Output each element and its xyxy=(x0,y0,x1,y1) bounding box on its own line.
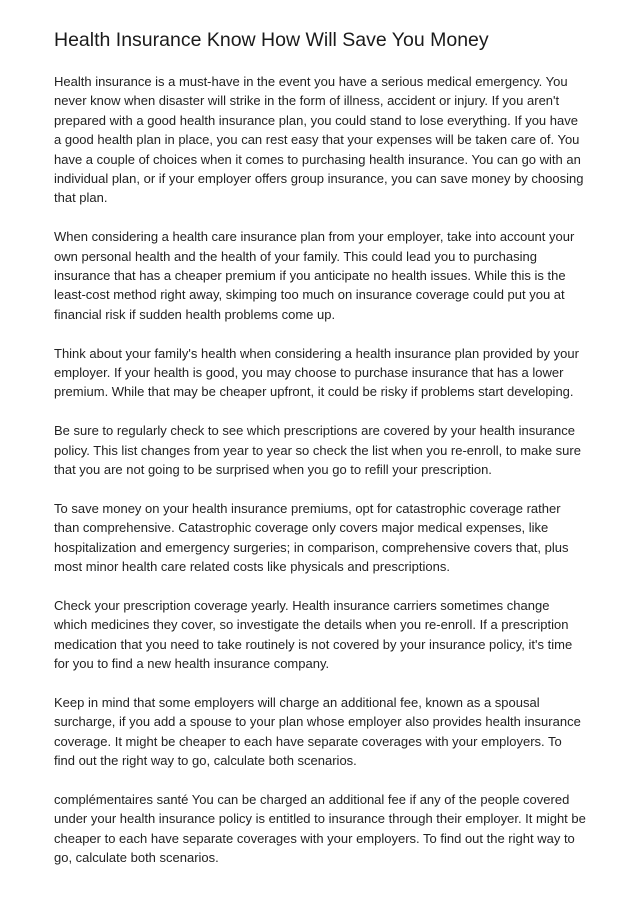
paragraph-8: complémentaires santé You can be charged an additional fee if any of the people covered under your health insurance policy is entitled to insurance through their employer. It might be cheaper to each have separate coverages with your employers. To find out the right way to go, calculate both scenarios. xyxy=(54,791,586,866)
paragraph-7: Keep in mind that some employers will charge an additional fee, known as a spousal surcharge, if you add a spouse to your plan whose employer also provides health insurance coverage. It might be cheaper to each have separate coverages with your employers. To find out the right way to go, calculate both scenarios. xyxy=(54,694,581,769)
paragraph-4: Be sure to regularly check to see which prescriptions are covered by your health insurance policy. This list changes from year to year so check the list when you re-enroll, to make sure that you are not going to be surprised when you go to refill your prescription. xyxy=(54,423,581,478)
page-title: Health Insurance Know How Will Save You Money xyxy=(54,29,489,51)
paragraph-5: To save money on your health insurance premiums, opt for catastrophic coverage rather than comprehensive. Catastrophic coverage only covers major medical expenses, like hospitalization and emergency surgeries; in comparison, comprehensive covers that, plus most minor health care related costs like physicals and prescriptions. xyxy=(54,500,569,575)
paragraph-3: Think about your family's health when considering a health insurance plan provided by your employer. If your health is good, you may choose to purchase insurance that has a lower premium. While that may be cheaper upfront, it could be risky if problems start developing. xyxy=(54,345,579,400)
document-page xyxy=(54,27,586,887)
paragraph-1: Health insurance is a must-have in the event you have a serious medical emergency. You never know when disaster will strike in the form of illness, accident or injury. If you aren't prepared with a good health insurance plan, you could stand to lose everything. If you have a good health plan in place, you can rest easy that your expenses will be taken care of. You have a couple of choices when it comes to purchasing health insurance. You can go with an individual plan, or if your employer offers group insurance, you can save money by choosing that plan. xyxy=(54,74,584,206)
paragraph-6: Check your prescription coverage yearly. Health insurance carriers sometimes change which medicines they cover, so investigate the details when you re-enroll. If a prescription medication that you need to take routinely is not covered by your insurance policy, it's time for you to find a new health insurance company. xyxy=(54,597,573,672)
paragraph-2: When considering a health care insurance plan from your employer, take into account your own personal health and the health of your family. This could lead you to purchasing insurance that has a cheaper premium if you anticipate no health issues. While this is the least-cost method right away, skimping too much on insurance coverage could put you at financial risk if sudden health problems come up. xyxy=(54,229,575,322)
